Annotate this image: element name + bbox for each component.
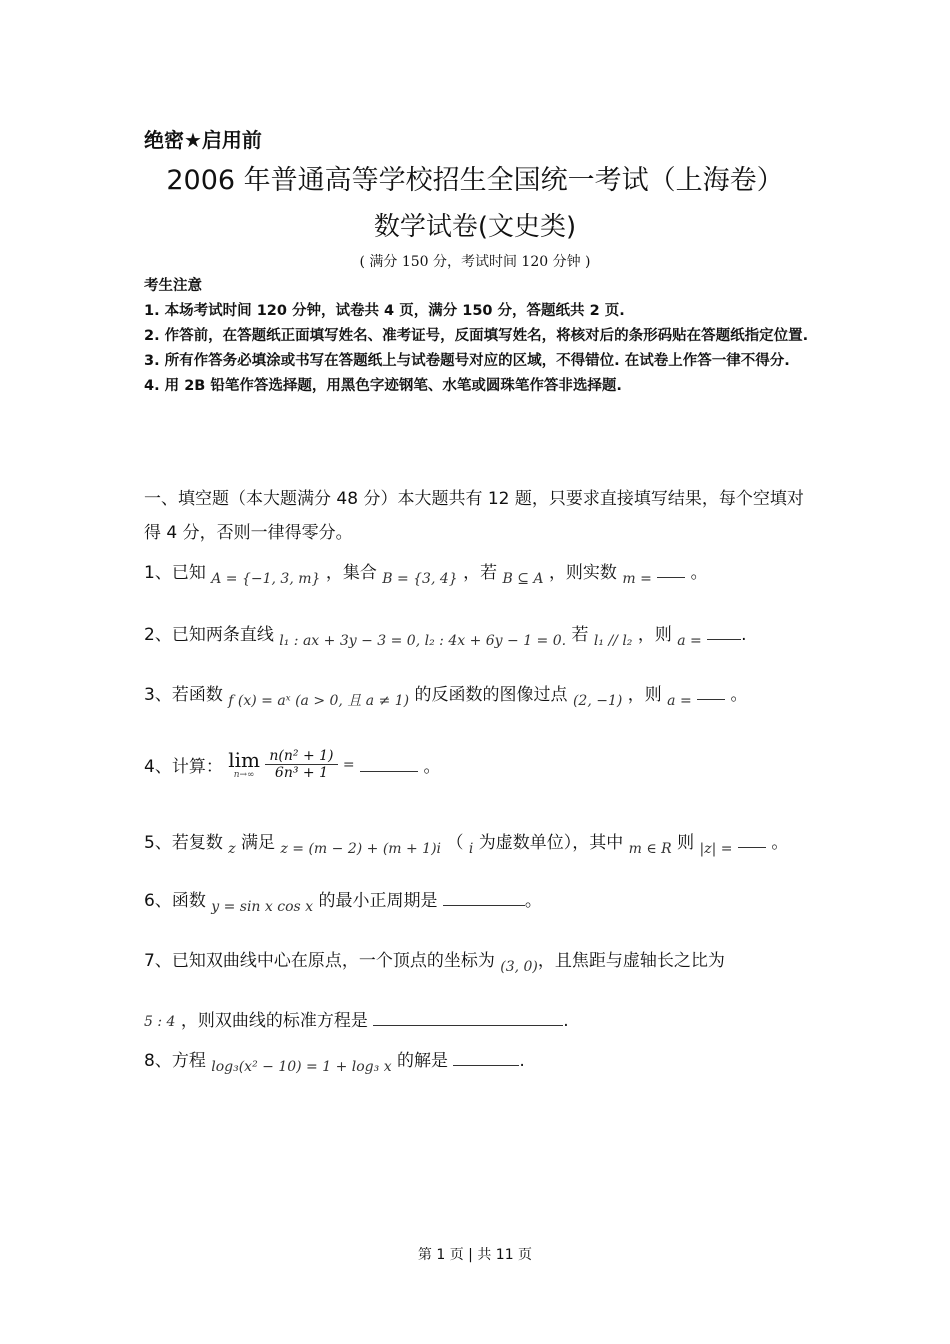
fraction-numerator: n(n² + 1) — [265, 748, 337, 765]
math-expression: A = {−1, 3, m} — [211, 571, 321, 587]
math-expression: 5 : 4 — [144, 1014, 176, 1030]
question-2: 2、已知两条直线 $_{l_1 : ax + 3y - 3 = 0, l_2 : 4x + 6y - 1 = 0.}$ 若 $_{l_1 // l_2}$ ，则 $_{a =}$ . — [144, 625, 747, 649]
question-6: 6、函数 $_{y = sin x cos x}$ 的最小正周期是 。 — [144, 891, 542, 915]
page-footer: 第 1 页 | 共 11 页 — [417, 1247, 533, 1263]
notes-title: 考生注意 — [144, 278, 202, 294]
note-item: 3. 所有作答务必填涂或书写在答题纸上与试卷题号对应的区域，不得错位. 在试卷上作答一律不得分. — [144, 353, 790, 369]
math-expression: l₁ // l₂ — [593, 633, 633, 649]
math-expression: m = — [622, 571, 652, 587]
question-4: 4、计算： lim n→∞ $\frac{\text{n(n² + 1)}}{\text{6n³ + 1}}$ = 。 — [144, 747, 441, 781]
exam-title: 2006 年普通高等学校招生全国统一考试（上海卷） — [166, 165, 784, 196]
question-8: 8、方程 $_{log_3(x^2 - 10) = 1 + log_3 x}$ 的解是 . — [144, 1051, 525, 1075]
note-item: 4. 用 2B 铅笔作答选择题，用黑色字迹钢笔、水笔或圆珠笔作答非选择题. — [144, 378, 622, 394]
math-expression: z = (m − 2) + (m + 1)i — [280, 841, 442, 857]
candidate-notes — [144, 274, 812, 399]
equals-sign: = — [342, 756, 355, 773]
section-intro: 一、填空题（本大题满分 48 分）本大题共有 12 题，只要求直接填写结果，每个空填对得 4 分，否则一律得零分。 — [144, 489, 804, 543]
limit-fraction — [265, 748, 337, 781]
answer-blank[interactable] — [707, 625, 741, 640]
fraction-denominator: 6n³ + 1 — [274, 765, 328, 781]
math-expression: a = — [667, 693, 692, 709]
question-7-cont: 5 : 4 ，则双曲线的标准方程是 . — [144, 1011, 569, 1031]
math-expression: log₃(x² − 10) = 1 + log₃ x — [211, 1059, 392, 1075]
answer-blank[interactable] — [697, 685, 725, 700]
question-7: 7、已知双曲线中心在原点，一个顶点的坐标为 $_{(3, 0)}$，且焦距与虚轴长之比为 — [144, 951, 725, 975]
math-expression: m ∈ R — [628, 841, 672, 857]
note-item: 2. 作答前，在答题纸正面填写姓名、准考证号，反面填写姓名，将核对后的条形码贴在答题纸指定位置. — [144, 328, 809, 344]
secret-label: 绝密★启用前 — [144, 128, 262, 152]
math-expression: B ⊆ A — [502, 571, 544, 587]
answer-blank[interactable] — [360, 757, 418, 772]
math-expression: (3, 0) — [500, 959, 538, 975]
math-expression: |z| = — [699, 841, 733, 857]
answer-blank[interactable] — [738, 833, 766, 848]
limit-operator: lim n→∞ — [228, 747, 260, 780]
math-expression: (2, −1) — [572, 693, 623, 709]
answer-blank[interactable] — [373, 1011, 563, 1026]
answer-blank[interactable] — [453, 1051, 519, 1066]
math-expression: a = — [677, 633, 702, 649]
answer-blank[interactable] — [443, 891, 525, 906]
math-expression: y = sin x cos x — [211, 899, 314, 915]
math-expression: i — [468, 841, 474, 857]
question-1: 1、已知 $_{A = \{-1, 3, m\}}$ ，集合 $_{B = \{3, 4\}}$ ，若 $_{B ⊆ A}$ ，则实数 $_{m =}$ 。 — [144, 563, 708, 587]
exam-subtitle: 数学试卷(文史类) — [373, 212, 577, 242]
math-expression: l₁ : ax + 3y − 3 = 0, l₂ : 4x + 6y − 1 = 0. — [279, 633, 567, 649]
score-time-note: ( 满分 150 分，考试时间 120 分钟 ) — [359, 254, 591, 270]
question-3: 3、若函数 $_{f (x) = aˣ (a > 0, 且 a \ne 1)}$ 的反函数的图像过点 $_{(2, -1)}$ ，则 $_{a =}$ 。 — [144, 685, 748, 709]
math-expression: z — [228, 841, 236, 857]
question-5: 5、若复数 $_z$ 满足 $_{z = (m - 2) + (m + 1)i}$ （ $_i$ 为虚数单位），其中 $_{m \in R}$ 则 $_{|z| =}$ 。 — [144, 833, 789, 857]
answer-blank[interactable] — [657, 563, 685, 578]
note-item: 1. 本场考试时间 120 分钟，试卷共 4 页，满分 150 分，答题纸共 2 页. — [144, 303, 625, 319]
math-expression: B = {3, 4} — [382, 571, 458, 587]
math-expression: f (x) = aˣ (a > 0, 且 a ≠ 1) — [228, 693, 410, 709]
